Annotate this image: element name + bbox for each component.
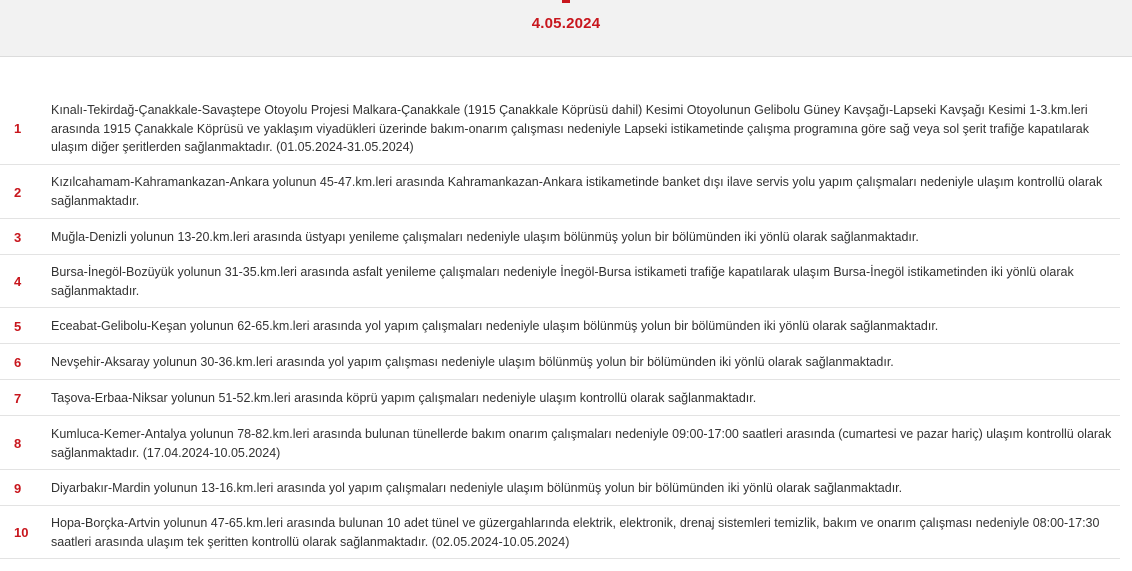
item-text: Eceabat-Gelibolu-Keşan yolunun 62-65.km.leri arasında yol yapım çalışmaları nedeniyle ulaşım bölünmüş yolun bir bölümünden iki yönlü olarak sağlanmaktadır.	[51, 319, 939, 333]
page-date: 4.05.2024	[531, 15, 601, 32]
item-number: 4	[14, 274, 22, 289]
item-text: Kızılcahamam-Kahramankazan-Ankara yolunun 45-47.km.leri arasında Kahramankazan-Ankara istikametinde banket dışı ilave servis yolu yapım çalışmaları nedeniyle ulaşım kontrollü olarak sağlanmaktadır.	[51, 175, 1103, 208]
item-text: Nevşehir-Aksaray yolunun 30-36.km.leri arasında yol yapım çalışması nedeniyle ulaşım bölünmüş yolun bir bölümünden iki yönlü olarak sağlanmaktadır.	[51, 355, 894, 369]
list-item	[0, 470, 1120, 506]
list-item	[0, 219, 1120, 255]
list-item	[0, 344, 1120, 380]
item-text: Kınalı-Tekirdağ-Çanakkale-Savaştepe Otoyolu Projesi Malkara-Çanakkale (1915 Çanakkale Köprüsü dahil) Kesimi Otoyolunun Gelibolu Güney Kavşağı-Lapseki Kavşağı Kesimi 1-3.km.leri arasında 1915 Çanakkale Köprüsü ve yaklaşım viyadükleri üzerinde bakım-onarım çalışması nedeniyle Lapseki istikametinde çalışma programına göre sağ veya sol şerit trafiğe kapatılarak ulaşım diğer şeritlerden sağlanmaktadır. (01.05.2024-31.05.2024)	[51, 103, 1090, 154]
list-item	[0, 165, 1120, 219]
item-number: 6	[14, 355, 22, 370]
item-text: Hopa-Borçka-Artvin yolunun 47-65.km.leri arasında bulunan 10 adet tünel ve güzergahlarında elektrik, elektronik, drenaj sistemleri temizlik, bakım ve onarım çalışması nedeniyle 08:00-17:30 saatleri arasında ulaşım tek şeritten kontrollü olarak sağlanmaktadır. (02.05.2024-10.05.2024)	[51, 516, 1100, 549]
list-item	[0, 380, 1120, 416]
item-number: 3	[14, 230, 22, 245]
list-item	[0, 92, 1120, 165]
page-header	[0, 0, 1132, 57]
item-text: Bursa-İnegöl-Bozüyük yolunun 31-35.km.leri arasında asfalt yenileme çalışmaları nedeniyle İnegöl-Bursa istikameti trafiğe kapatılarak ulaşım Bursa-İnegöl istikametinden iki yönlü olarak sağlanmaktadır.	[51, 265, 1074, 298]
item-number: 10	[14, 525, 29, 540]
list-item	[0, 506, 1120, 559]
item-number: 1	[14, 121, 22, 136]
list-item	[0, 255, 1120, 308]
item-number: 7	[14, 391, 22, 406]
list-item	[0, 416, 1120, 470]
item-text: Taşova-Erbaa-Niksar yolunun 51-52.km.leri arasında köprü yapım çalışmaları nedeniyle ulaşım kontrollü olarak sağlanmaktadır.	[51, 391, 757, 405]
item-number: 5	[14, 319, 22, 334]
item-number: 9	[14, 481, 22, 496]
item-number: 8	[14, 436, 22, 451]
title-fragment	[562, 0, 570, 3]
item-text: Muğla-Denizli yolunun 13-20.km.leri arasında üstyapı yenileme çalışmaları nedeniyle ulaşım bölünmüş yolun bir bölümünden iki yönlü olarak sağlanmaktadır.	[51, 230, 919, 244]
item-text: Kumluca-Kemer-Antalya yolunun 78-82.km.leri arasında bulunan tünellerde bakım onarım çalışmaları nedeniyle 09:00-17:00 saatleri arasında (cumartesi ve pazar hariç) ulaşım kontrollü olarak sağlanmaktadır. (17.04.2024-10.05.2024)	[51, 427, 1112, 460]
item-text: Diyarbakır-Mardin yolunun 13-16.km.leri arasında yol yapım çalışmaları nedeniyle ulaşım bölünmüş yolun bir bölümünden iki yönlü olarak sağlanmaktadır.	[51, 481, 903, 495]
list-item	[0, 308, 1120, 344]
item-number: 2	[14, 185, 22, 200]
